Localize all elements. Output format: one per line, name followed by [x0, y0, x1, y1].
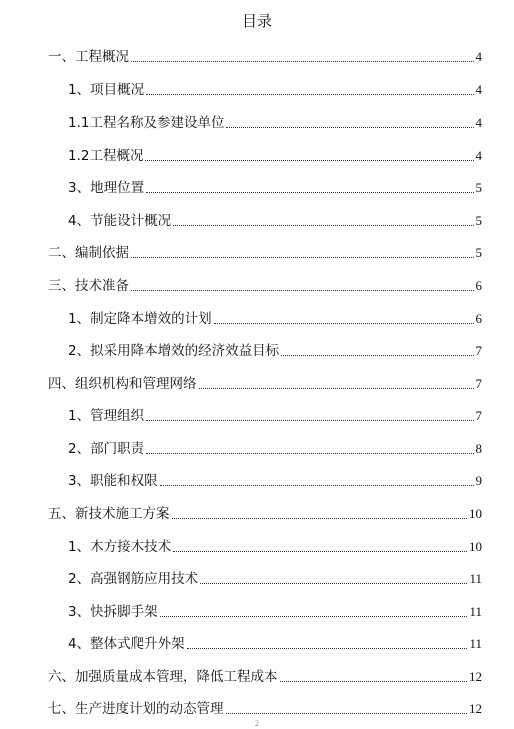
toc-entry-page: 6 — [475, 311, 482, 326]
toc-entry[interactable] — [68, 403, 482, 425]
toc-entry[interactable] — [68, 175, 482, 197]
toc-entry-page: 10 — [469, 506, 482, 521]
dot-leader — [131, 257, 474, 258]
dot-leader — [131, 290, 474, 291]
toc-entry-page: 4 — [475, 49, 482, 64]
toc-entry-label: 四、组织机构和管理网络 — [48, 376, 197, 392]
toc-entry-page: 11 — [469, 636, 482, 651]
toc-entry-page: 7 — [475, 408, 482, 423]
page-number: 2 — [255, 719, 259, 728]
dot-leader — [226, 127, 473, 128]
toc-entry-label: 4、整体式爬升外架 — [68, 636, 185, 652]
toc-entry-label: 1、木方接木技术 — [68, 539, 172, 555]
toc-entry[interactable] — [68, 534, 482, 556]
toc-entry-page: 5 — [475, 180, 482, 195]
dot-leader — [131, 61, 474, 62]
dot-leader — [214, 323, 474, 324]
toc-entry-page: 7 — [475, 376, 482, 391]
toc-entry-page: 6 — [475, 278, 482, 293]
toc-entry-label: 七、生产进度计划的动态管理 — [48, 701, 224, 717]
dot-leader — [160, 485, 474, 486]
toc-entry[interactable] — [68, 77, 482, 99]
toc-entry-page: 9 — [475, 473, 482, 488]
toc-entry-label: 3、职能和权限 — [68, 473, 158, 489]
toc-entry-page: 12 — [469, 701, 482, 716]
dot-leader — [226, 713, 468, 714]
toc-entry-label: 2、拟采用降本增效的经济效益目标 — [68, 343, 280, 359]
toc-entry[interactable] — [68, 599, 482, 621]
dot-leader — [146, 420, 473, 421]
toc-entry-page: 11 — [469, 571, 482, 586]
toc-entry-page: 8 — [475, 441, 482, 456]
toc-entry[interactable] — [48, 696, 482, 718]
toc-entry-label: 1.1工程名称及参建设单位 — [68, 115, 225, 131]
toc-entry-page: 4 — [475, 82, 482, 97]
toc-entry-label: 1、管理组织 — [68, 408, 145, 424]
dot-leader — [172, 518, 468, 519]
toc-entry-label: 2、高强钢筋应用技术 — [68, 571, 199, 587]
toc-entry-page: 5 — [475, 245, 482, 260]
dot-leader — [145, 160, 473, 161]
toc-entry-label: 1.2工程概况 — [68, 148, 144, 164]
toc-entry-label: 2、部门职责 — [68, 441, 145, 457]
dot-leader — [187, 648, 468, 649]
toc-entry[interactable] — [48, 273, 482, 295]
dot-leader — [199, 388, 474, 389]
dot-leader — [281, 355, 473, 356]
toc-entry-page: 4 — [475, 148, 482, 163]
toc-entry[interactable] — [48, 240, 482, 262]
dot-leader — [146, 453, 473, 454]
toc-entry-label: 六、加强质量成本管理，降低工程成本 — [48, 669, 278, 685]
toc-entry[interactable] — [68, 566, 482, 588]
toc-entry[interactable] — [68, 143, 482, 165]
toc-entry-page: 12 — [469, 669, 482, 684]
toc-entry-page: 5 — [475, 213, 482, 228]
toc-entry-label: 一、工程概况 — [48, 49, 129, 65]
toc-entry[interactable] — [68, 338, 482, 360]
toc-entry[interactable] — [68, 208, 482, 230]
dot-leader — [160, 616, 468, 617]
toc-entry[interactable] — [68, 436, 482, 458]
toc-entry-page: 11 — [469, 604, 482, 619]
toc-entry-page: 10 — [469, 539, 482, 554]
toc-entry-label: 1、制定降本增效的计划 — [68, 311, 212, 327]
toc-entry-page: 7 — [475, 343, 482, 358]
toc-entry[interactable] — [68, 306, 482, 328]
toc-entry[interactable] — [48, 371, 482, 393]
dot-leader — [173, 551, 467, 552]
toc-entry-label: 3、地理位置 — [68, 180, 145, 196]
dot-leader — [173, 225, 473, 226]
toc-entry[interactable] — [68, 110, 482, 132]
toc-entry[interactable] — [68, 468, 482, 490]
toc-entry-label: 二、编制依据 — [48, 245, 129, 261]
toc-entry-label: 五、新技术施工方案 — [48, 506, 170, 522]
toc-entry[interactable] — [48, 664, 482, 686]
toc-entry-label: 4、节能设计概况 — [68, 213, 172, 229]
dot-leader — [280, 681, 468, 682]
toc-entry[interactable] — [68, 631, 482, 653]
dot-leader — [200, 583, 467, 584]
dot-leader — [146, 94, 473, 95]
toc-entry[interactable] — [48, 44, 482, 66]
toc-entry-label: 三、技术准备 — [48, 278, 129, 294]
toc-entry-page: 4 — [475, 115, 482, 130]
dot-leader — [146, 192, 473, 193]
toc-title: 目录 — [241, 12, 272, 30]
toc-entry-label: 3、快拆脚手架 — [68, 604, 158, 620]
toc-entry[interactable] — [48, 501, 482, 523]
toc-entry-label: 1、项目概况 — [68, 82, 145, 98]
